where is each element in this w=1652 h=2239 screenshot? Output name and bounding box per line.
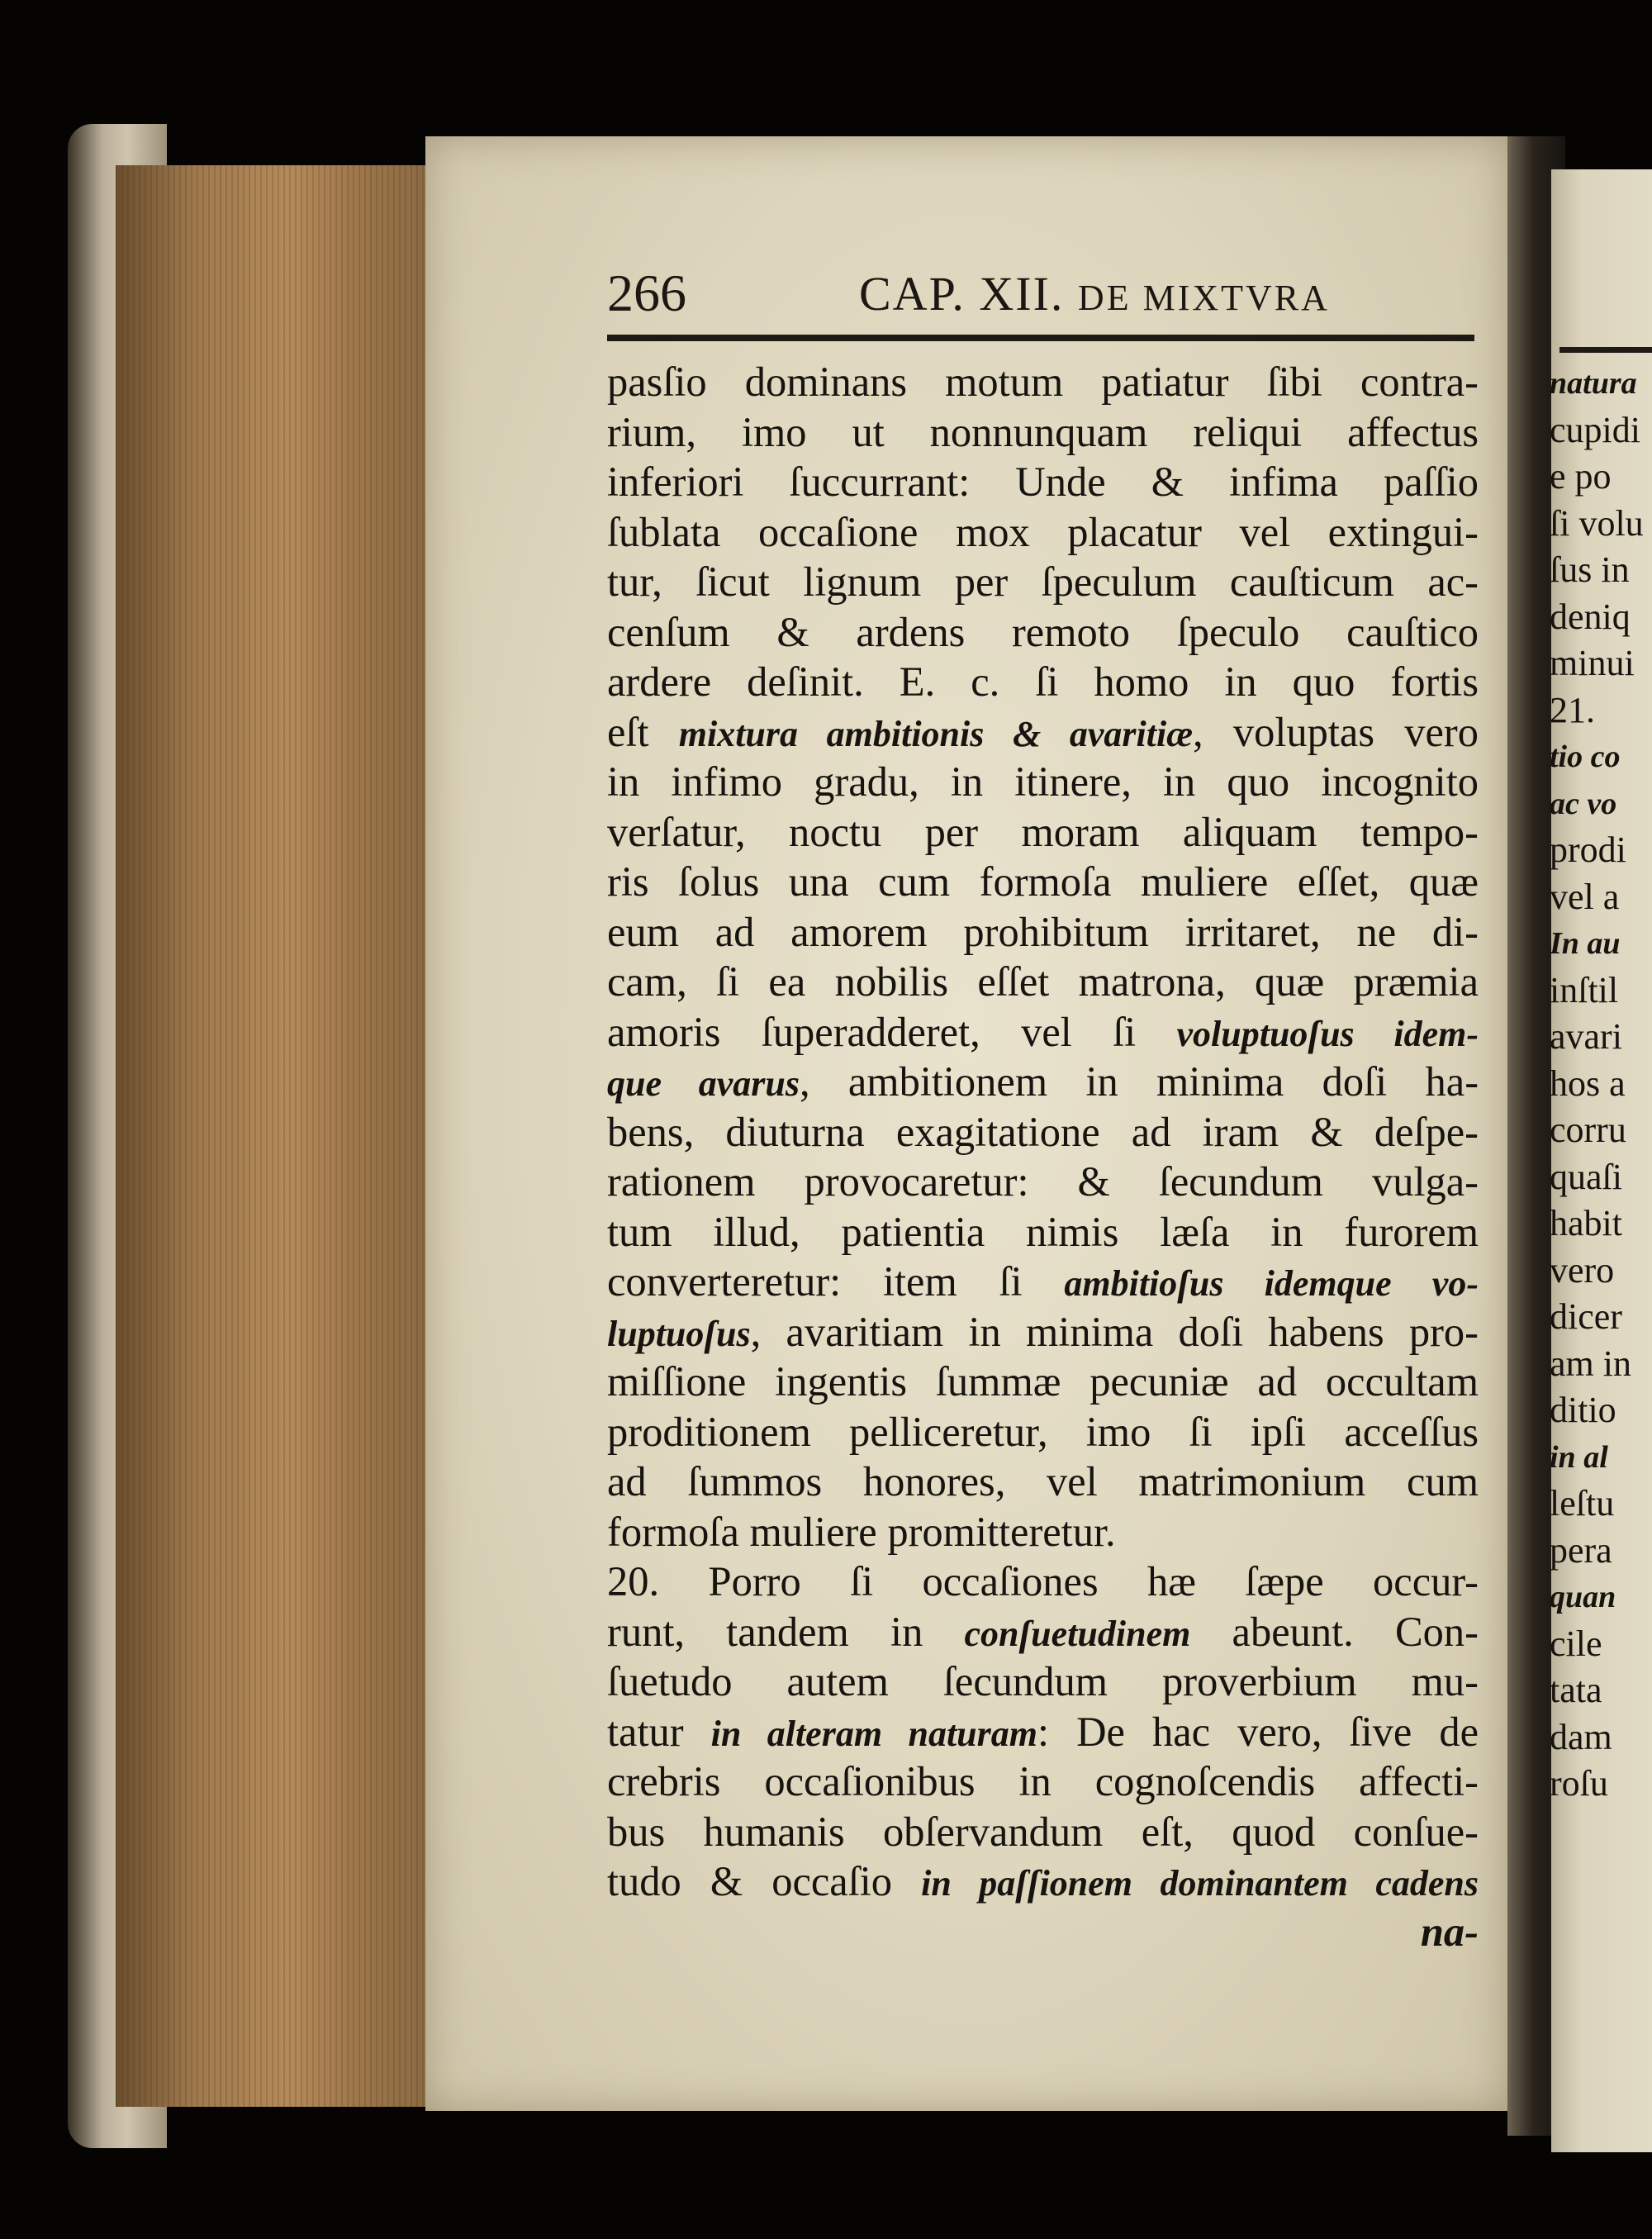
text-run: inferiori ſuccurrant: Unde & infima paſſio — [607, 459, 1479, 505]
text-line — [607, 1707, 1479, 1756]
text-run: 20. Porro ſi occaſiones hæ ſæpe occur- — [607, 1558, 1479, 1604]
text-run: eſt — [607, 708, 679, 755]
facing-page-fragment: pera — [1550, 1529, 1612, 1571]
facing-page-fragment: corru — [1550, 1110, 1626, 1150]
facing-page-fragment: tata — [1550, 1670, 1602, 1710]
text-run: runt, tandem in — [607, 1608, 965, 1655]
page-number: 266 — [607, 264, 686, 322]
text-line — [607, 457, 1479, 506]
text-run: bus humanis obſervandum eſt, quod conſue- — [607, 1808, 1479, 1855]
text-run: crebris occaſionibus in cognoſcendis affecti- — [607, 1758, 1479, 1804]
facing-page-fragment: hos a — [1550, 1062, 1626, 1104]
text-run: tur, ſicut lignum per ſpeculum cauſticum ac- — [607, 559, 1479, 605]
facing-page-fragment: avari — [1550, 1016, 1622, 1057]
text-run: tudo & occaſio — [607, 1858, 922, 1904]
text-run: miſſione ingentis ſummæ pecuniæ ad occultam — [607, 1358, 1479, 1405]
facing-page-fragment: ac vo — [1550, 786, 1617, 821]
italic-phrase: voluptuoſus idem- — [1176, 1013, 1479, 1054]
text-line — [607, 707, 1479, 757]
text-line — [607, 1557, 1479, 1606]
text-line — [607, 1357, 1479, 1406]
italic-phrase: ambitioſus idemque vo- — [1064, 1263, 1479, 1304]
text-line — [607, 607, 1479, 657]
facing-page-rule — [1559, 347, 1652, 353]
text-run: , avaritiam in minima doſi habens pro- — [750, 1308, 1479, 1355]
facing-page-fragment: 21. — [1550, 689, 1595, 730]
text-line — [607, 1507, 1479, 1557]
text-run: eum ad amorem prohibitum irritaret, ne di- — [607, 908, 1479, 955]
text-run: : De hac vero, ſive de — [1037, 1708, 1479, 1755]
text-run: formoſa muliere promitteretur. — [607, 1508, 1116, 1555]
italic-phrase: conſuetudinem — [964, 1613, 1191, 1654]
text-run: ris ſolus una cum formoſa muliere eſſet, quæ — [607, 858, 1479, 905]
text-run: cenſum & ardens remoto ſpeculo cauſtico — [607, 608, 1479, 655]
text-line — [607, 1107, 1479, 1157]
text-line — [607, 757, 1479, 806]
text-line — [607, 957, 1479, 1006]
facing-page-fragment: habit — [1550, 1203, 1622, 1243]
facing-page-fragment: ſi volu — [1550, 502, 1644, 544]
text-run: verſatur, noctu per moram aliquam tempo- — [607, 808, 1479, 855]
facing-page-fragment: cile — [1550, 1623, 1602, 1664]
text-line — [607, 657, 1479, 706]
facing-page-fragment: dam — [1550, 1716, 1612, 1757]
facing-page-fragment: vero — [1550, 1249, 1615, 1291]
facing-page-fragment: minui — [1550, 643, 1635, 683]
text-line — [607, 1257, 1479, 1306]
facing-page-fragment: tio co — [1550, 739, 1621, 774]
facing-page-fragment: e po — [1550, 456, 1612, 497]
text-run: in infimo gradu, in itinere, in quo incognito — [607, 758, 1479, 805]
facing-page-fragment: In au — [1550, 926, 1621, 961]
text-run: abeunt. Con- — [1190, 1608, 1479, 1655]
text-line — [607, 1207, 1479, 1257]
catchword: na- — [1420, 1908, 1479, 1955]
running-head-title: DE MIXTVRA — [1077, 278, 1330, 318]
facing-page-fragment: ditio — [1550, 1390, 1616, 1430]
facing-page-fragment: quaſi — [1550, 1156, 1622, 1197]
facing-page-fragment: in al — [1550, 1439, 1608, 1475]
text-line — [607, 1007, 1479, 1057]
italic-phrase: mixtura ambitionis & avaritiæ — [678, 713, 1193, 754]
text-line — [607, 1157, 1479, 1206]
text-run: amoris ſuperadderet, vel ſi — [607, 1008, 1177, 1055]
text-run: ad ſummos honores, vel matrimonium cum — [607, 1458, 1479, 1505]
facing-page-fragment: natura — [1550, 366, 1637, 401]
facing-page-fragment: cupidi — [1550, 409, 1640, 450]
text-line — [607, 1657, 1479, 1706]
text-run: tatur — [607, 1708, 711, 1755]
text-line — [607, 1457, 1479, 1506]
facing-page-fragment: dicer — [1550, 1296, 1622, 1337]
text-line — [607, 857, 1479, 906]
text-line — [607, 807, 1479, 857]
header-rule — [607, 335, 1474, 341]
text-run: ſuetudo autem ſecundum proverbium mu- — [607, 1658, 1479, 1704]
text-line — [607, 1807, 1479, 1856]
running-head — [859, 266, 1330, 321]
italic-phrase: in alteram naturam — [710, 1713, 1037, 1754]
text-run: rium, imo ut nonnunquam reliqui affectus — [607, 408, 1479, 455]
text-line — [607, 1057, 1479, 1106]
facing-page-fragment: ſus in — [1550, 549, 1630, 590]
text-line — [607, 1607, 1479, 1657]
facing-page-fragment: leſtu — [1550, 1483, 1615, 1524]
text-run: rationem provocaretur: & ſecundum vulga- — [607, 1158, 1479, 1205]
facing-page-fragment: inſtil — [1550, 969, 1619, 1010]
facing-page-fragment: roſu — [1550, 1763, 1608, 1804]
text-run: ardere deſinit. E. c. ſi homo in quo fortis — [607, 658, 1479, 705]
text-run: bens, diuturna exagitatione ad iram & deſpe- — [607, 1108, 1479, 1155]
text-line — [607, 907, 1479, 957]
running-head-chapter: CAP. XII. — [859, 267, 1065, 321]
facing-page-fragment: am in — [1550, 1343, 1631, 1384]
text-line — [607, 1307, 1479, 1357]
italic-phrase: luptuoſus — [607, 1313, 751, 1354]
facing-page-fragment: quan — [1550, 1580, 1616, 1614]
text-run: , ambitionem in minima doſi ha- — [799, 1058, 1479, 1105]
facing-page-fragment: prodi — [1550, 830, 1626, 870]
text-line — [607, 507, 1479, 557]
text-run: proditionem pelliceretur, imo ſi ipſi acceſſus — [607, 1408, 1479, 1455]
text-run: pasſio dominans motum patiatur ſibi contra- — [607, 359, 1479, 405]
facing-page-fragment: deniq — [1550, 596, 1631, 637]
page-block-fore-edge — [116, 165, 434, 2107]
italic-phrase: que avarus — [607, 1063, 800, 1104]
text-run: cam, ſi ea nobilis eſſet matrona, quæ præmia — [607, 958, 1479, 1005]
text-line — [607, 557, 1479, 606]
text-line — [607, 357, 1479, 406]
text-line — [607, 407, 1479, 457]
text-run: converteretur: item ſi — [607, 1258, 1065, 1305]
text-line — [607, 1756, 1479, 1806]
italic-phrase: in paſſionem dominantem cadens — [921, 1863, 1479, 1904]
text-run: , voluptas vero — [1192, 708, 1479, 755]
text-line — [607, 1856, 1479, 1906]
facing-page-fragment: vel a — [1550, 876, 1620, 917]
text-run: ſublata occaſione mox placatur vel extingui- — [607, 508, 1479, 555]
text-run: tum illud, patientia nimis læſa in furorem — [607, 1208, 1479, 1255]
text-line — [607, 1407, 1479, 1457]
